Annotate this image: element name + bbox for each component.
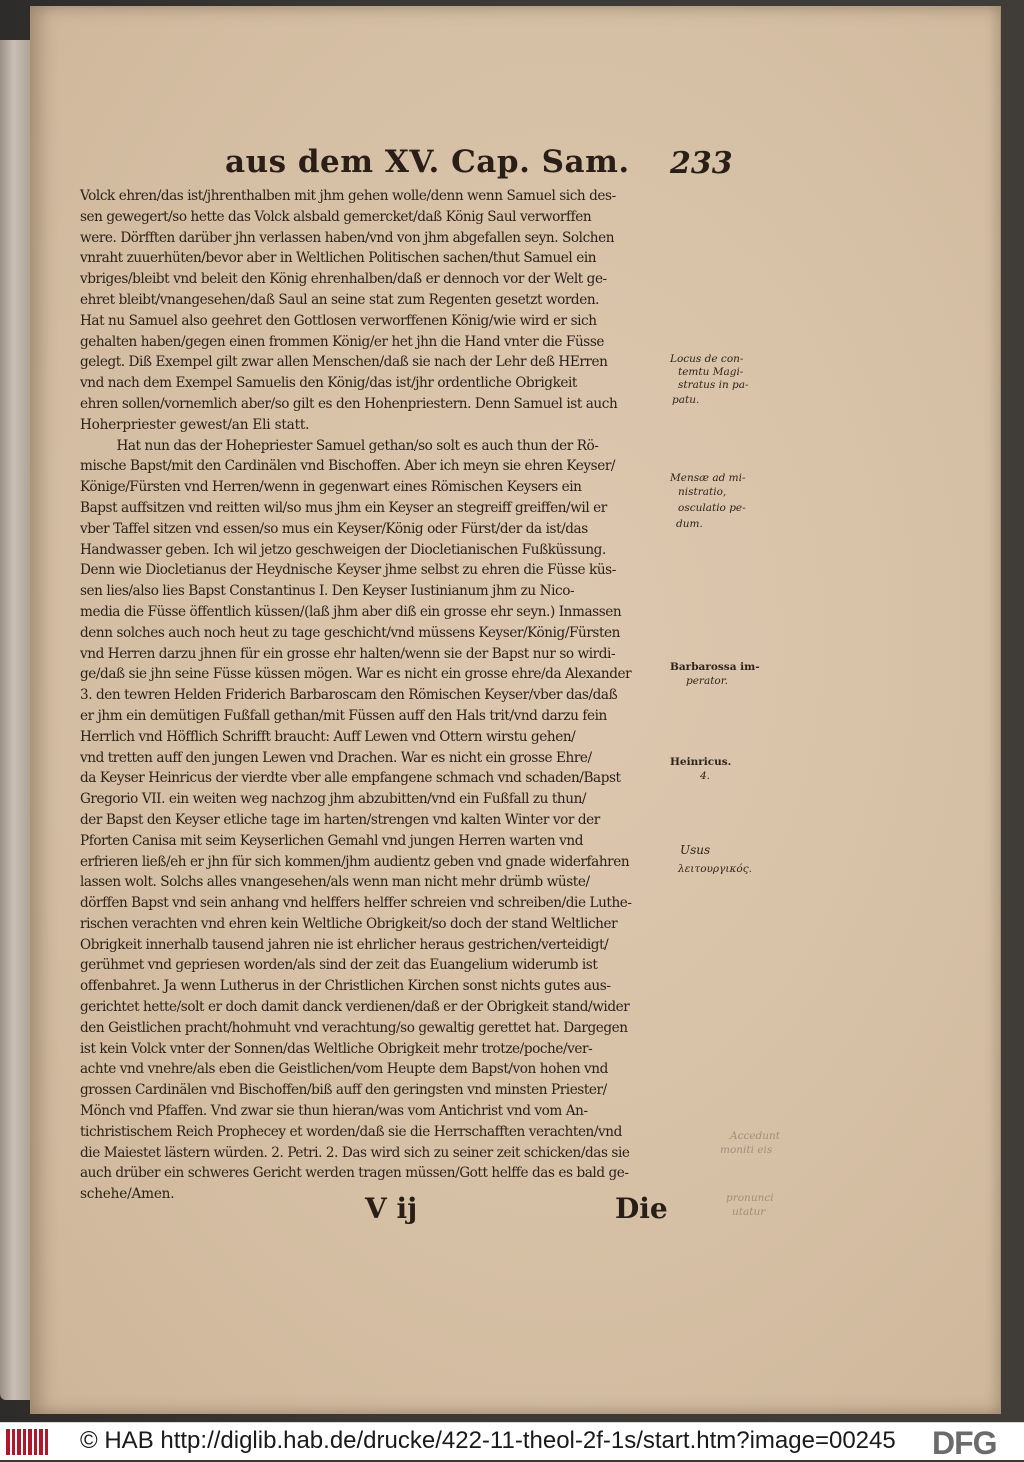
margin-note-mensae-4: dum. [676, 518, 703, 530]
running-head: aus dem XV. Cap. Sam. [225, 144, 630, 180]
text-line: gelegt. Diß Exempel gilt zwar allen Menschen/daß sie nach der Lehr deß HErren [80, 354, 608, 371]
margin-note-greek: λειτουργικός. [678, 863, 752, 875]
text-line: sen lies/also lies Bapst Constantinus I. Den Keyser Iustinianum jhm zu Nico- [80, 583, 575, 600]
faded-note-1: Accedunt [730, 1130, 781, 1142]
text-line: den Geistlichen pracht/hohmuht vnd verachtung/so gewaltig gerettet hat. Dargegen [80, 1019, 628, 1036]
text-line: 3. den tewren Helden Friderich Barbaroscam den Römischen Keyser/vber das/daß [80, 687, 618, 704]
book-page [30, 6, 1001, 1414]
text-line: rischen verachten vnd ehren kein Weltliche Obrigkeit/so doch der stand Weltlicher [80, 915, 618, 932]
text-line: er jhm ein demütigen Fußfall gethan/mit Füssen auff den Hals trit/vnd darzu fein [80, 707, 607, 724]
text-line: Mönch vnd Pfaffen. Vnd zwar sie thun hieran/was vom Antichrist vnd vom An- [80, 1103, 588, 1120]
margin-note-mensae-3: osculatio pe- [678, 502, 746, 514]
text-line: erfrieren ließ/eh er jhn für sich kommen/jhm audientz geben vnd gnade widerfahren [80, 853, 630, 870]
text-line: were. Dörfften darüber jhn verlassen haben/vnd von jhm abgefallen seyn. Solchen [80, 229, 615, 246]
text-line: Könige/Fürsten vnd Herren/wenn in gegenwart eines Römischen Keysers ein [80, 479, 582, 496]
text-line: gerichtet hette/solt er doch damit danck verdienen/daß er der Obrigkeit stand/wider [80, 999, 630, 1016]
text-line: die Maiestet lästern würden. 2. Petri. 2. Das wird sich zu seiner zeit schicken/das sie [80, 1144, 630, 1161]
text-line: lassen wolt. Solchs alles vnangesehen/als wenn man nicht mehr drümb wüste/ [80, 874, 590, 891]
text-line: Gregorio VII. ein weiten weg nachzog jhm abzubitten/vnd ein Fußfall zu thun/ [80, 791, 587, 808]
text-line: Handwasser geben. Ich wil jetzo geschweigen der Diocletianischen Fußküssung. [80, 541, 606, 558]
signature-mark: V ij [365, 1192, 418, 1225]
body-text [80, 186, 695, 1205]
text-line: auch drüber ein schweres Gericht werden tragen müssen/Gott helffe das es bald ge- [80, 1165, 629, 1182]
text-line: grossen Cardinälen vnd Bischoffen/biß auff den geringsten vnd minsten Priester/ [80, 1082, 607, 1099]
faded-note-4: utatur [732, 1206, 766, 1218]
margin-note-locus-4: patu. [672, 394, 700, 406]
margin-note-usus: Usus [680, 843, 711, 857]
text-line: schehe/Amen. [80, 1186, 175, 1203]
page-number: 233 [670, 146, 733, 181]
text-line: Hoherpriester gewest/an Eli statt. [80, 416, 310, 433]
text-line: Denn wie Diocletianus der Heydnische Keyser jhme selbst zu ehren die Füsse küs- [80, 562, 616, 579]
text-line: ge/daß sie jhn seine Füsse küssen mögen. War es nicht ein grosse ehre/da Alexander [80, 666, 632, 683]
margin-note-barbarossa-2: perator. [686, 675, 728, 687]
text-line: vnd tretten auff den jungen Lewen vnd Drachen. War es nicht ein grosse Ehre/ [80, 749, 592, 766]
text-line: Herrlich vnd Höfflich Schrifft braucht: Auff Lewen vnd Ottern wirstu gehen/ [80, 728, 576, 745]
book-binding-edge [0, 40, 34, 1400]
text-line: Hat nun das der Hohepriester Samuel gethan/so solt es auch thun der Rö- [116, 437, 599, 454]
text-line: Hat nu Samuel also geehret den Gottlosen verworffenen König/wie wird er sich [80, 312, 597, 329]
text-line: ehret bleibt/vnangesehen/daß Saul an seine stat zum Regenten gesetzt worden. [80, 291, 600, 308]
text-line: offenbahret. Ja wenn Lutherus in der Christlichen Kirchen sonst nichts gutes aus- [80, 978, 611, 995]
dfg-logo: DFG [932, 1425, 997, 1461]
text-line: ist kein Volck vnter der Sonnen/das Weltliche Obrigkeit mehr trotze/poche/ver- [80, 1040, 593, 1057]
margin-note-locus: Locus de con- [670, 353, 744, 365]
text-line: Obrigkeit innerhalb tausend jahren nie ist ehrlicher heraus gestrichen/verteidigt/ [80, 936, 609, 953]
faded-note-3: pronunci [726, 1192, 774, 1204]
text-line: vnraht zuuerhüten/bevor aber in Weltlichen Politischen sachen/thut Samuel ein [80, 250, 597, 267]
text-line: denn solches auch noch heut zu tage geschicht/vnd müssens Keyser/König/Fürsten [80, 624, 620, 641]
text-line: media die Füsse öffentlich küssen/(laß jhm aber diß ein grosse ehr seyn.) Inmassen [80, 603, 622, 620]
faded-note-2: moniti eis [720, 1144, 773, 1156]
text-line: dörffen Bapst vnd sein anhang vnd helffers helffer schreien vnd schreiben/die Luthe- [80, 895, 632, 912]
footer-bar [0, 1422, 1024, 1460]
catchword: Die [615, 1192, 668, 1225]
text-line: ehren sollen/vornemlich aber/so gilt es den Hohenpriestern. Denn Samuel ist auch [80, 395, 618, 412]
text-line: mische Bapst/mit den Cardinälen vnd Bischoffen. Aber ich meyn sie ehren Keyser/ [80, 458, 616, 475]
text-line: tichristischem Reich Prophecey et worden/daß sie die Herrschafften verachten/vnd [80, 1123, 622, 1140]
margin-note-locus-2: temtu Magi- [678, 366, 744, 378]
margin-note-heinricus-2: 4. [700, 770, 711, 782]
hab-barcode-logo [6, 1429, 48, 1455]
copyright-url[interactable]: © HAB http://diglib.hab.de/drucke/422-11-theol-2f-1s/start.htm?image=00245 [80, 1427, 896, 1454]
text-line: Volck ehren/das ist/jhrenthalben mit jhm gehen wolle/denn wenn Samuel sich des- [80, 188, 616, 204]
text-line: sen gewegert/so hette das Volck alsbald gemercket/daß König Saul verworffen [80, 208, 592, 225]
margin-note-barbarossa: Barbarossa im- [670, 661, 760, 673]
text-line: achte vnd vnehre/als eben die Geistlichen/vom Heupte dem Bapst/von hohen vnd [80, 1061, 608, 1078]
margin-note-mensae: Mensæ ad mi- [670, 472, 746, 484]
text-line: vber Taffel sitzen vnd essen/so mus ein Keyser/König oder Fürst/der da ist/das [80, 520, 588, 537]
text-line: gerühmet vnd gepriesen worden/als sind der zeit das Euangelium widerumb ist [80, 957, 598, 974]
text-line: vnd nach dem Exempel Samuelis den König/das ist/jhr ordentliche Obrigkeit [80, 375, 577, 392]
margin-note-mensae-2: nistratio, [678, 486, 727, 498]
text-line: vnd Herren darzu jhnen für ein grosse ehr halten/wenn sie der Bapst nur so wirdi- [80, 645, 616, 662]
text-line: gehalten haben/gegen einen frommen König/er het jhn die Hand vnter die Füsse [80, 333, 605, 350]
text-line: Pforten Canisa mit seim Keyserlichen Gemahl vnd jungen Herren warten vnd [80, 832, 583, 849]
margin-note-heinricus: Heinricus. [670, 756, 732, 768]
text-line: da Keyser Heinricus der vierdte vber alle empfangene schmach vnd schaden/Bapst [80, 770, 621, 787]
text-line: der Bapst den Keyser etliche tage im harten/strengen vnd kalten Winter vor der [80, 811, 600, 828]
page-content [50, 6, 1000, 1414]
margin-note-locus-3: stratus in pa- [678, 379, 749, 391]
text-line: Bapst auffsitzen vnd reitten wil/so mus jhm ein Keyser an stegreiff greiffen/wil er [80, 499, 607, 516]
text-line: vbriges/bleibt vnd beleit den König ehrenhalben/daß er dennoch vor der Welt ge- [80, 271, 607, 288]
